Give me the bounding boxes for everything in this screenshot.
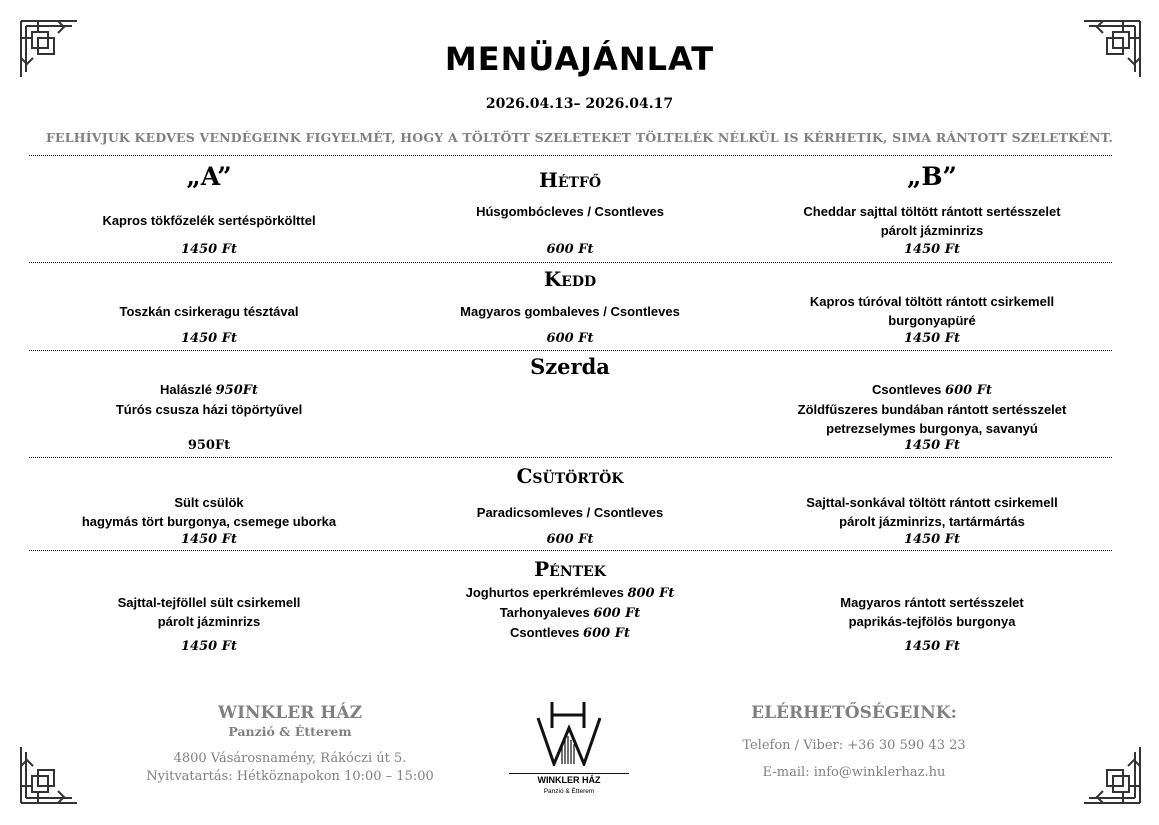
footer-business-name: WINKLER HÁZ <box>218 703 362 723</box>
wednesday-a-price: 950Ft <box>187 438 231 453</box>
thursday-soup: Paradicsomleves / Csontleves <box>476 505 664 520</box>
tuesday-soup-price: 600 Ft <box>546 331 594 346</box>
monday-b-dish <box>762 202 1102 240</box>
wednesday-b-dish-3: petrezselymes burgonya, savanyú <box>826 421 1038 436</box>
wednesday-a-dish-1: Halászlé 950Ft <box>159 382 259 398</box>
corner-ornament-icon <box>18 744 80 806</box>
friday-soup-1-price: 800 Ft <box>627 586 675 601</box>
thursday-b-price: 1450 Ft <box>904 532 960 547</box>
monday-soup-price: 600 Ft <box>546 242 594 257</box>
friday-b-side-line: paprikás-tejfölös burgonya <box>848 614 1016 629</box>
notice-text: FELHÍVJUK KEDVES VENDÉGEINK FIGYELMÉT, HOGY A TÖLTÖTT SZELETEKET TÖLTELÉK NÉLKÜL IS KÉRHETIK, SIMA RÁNTOTT SZELETKÉNT. <box>45 130 1114 145</box>
friday-soup-3-price: 600 Ft <box>583 626 630 641</box>
tuesday-b-dish <box>762 292 1102 330</box>
wednesday-a-dish-2: Túrós csusza házi töpörtyűvel <box>115 402 303 417</box>
day-heading-friday: Péntek <box>534 557 606 581</box>
thursday-b-dish-line: Sajttal-sonkával töltött rántott csirkemell <box>806 495 1058 510</box>
divider <box>29 155 1112 156</box>
thursday-b-side-line: párolt jázminrizs, tartármártás <box>839 514 1025 529</box>
logo-sub: Panzió & Étterem <box>543 788 595 795</box>
contact-phone: Telefon / Viber: +36 30 590 43 23 <box>742 738 966 753</box>
column-a-heading: „A” <box>186 162 232 191</box>
friday-soup-1: Joghurtos eperkrémleves 800 Ft <box>465 585 675 601</box>
wednesday-b-price: 1450 Ft <box>904 438 960 453</box>
thursday-a-side-line: hagymás tört burgonya, csemege uborka <box>81 514 337 529</box>
tuesday-soup: Magyaros gombaleves / Csontleves <box>460 304 680 319</box>
monday-a-dish: Kapros tökfőzelék sertéspörkölttel <box>102 213 316 228</box>
divider <box>29 457 1112 458</box>
wednesday-b-dish-2: Zöldfűszeres bundában rántott sertésszelet <box>797 402 1067 417</box>
wednesday-a-dish-1-price: 950Ft <box>215 383 259 398</box>
tuesday-a-dish: Toszkán csirkeragu tésztával <box>119 304 299 319</box>
friday-soup-3: Csontleves 600 Ft <box>510 625 630 641</box>
friday-a-side-line: párolt jázminrizs <box>157 614 261 629</box>
tuesday-b-price: 1450 Ft <box>904 331 960 346</box>
footer-hours: Nyitvatartás: Hétköznapokon 10:00 – 15:00 <box>146 769 434 784</box>
friday-a-price: 1450 Ft <box>181 639 237 654</box>
date-range: 2026.04.13– 2026.04.17 <box>485 96 674 112</box>
day-heading-monday: Hétfő <box>538 168 602 192</box>
friday-a-dish-line: Sajttal-tejföllel sült csirkemell <box>117 595 301 610</box>
friday-b-dish <box>762 593 1102 631</box>
page-title: MENÜAJÁNLAT <box>444 40 715 78</box>
thursday-a-dish-line: Sült csülök <box>174 495 244 510</box>
thursday-a-price: 1450 Ft <box>181 532 237 547</box>
day-heading-thursday: Csütörtök <box>516 464 624 488</box>
monday-soup: Húsgombócleves / Csontleves <box>476 204 664 219</box>
contact-title: ELÉRHETŐSÉGEINK: <box>751 703 957 723</box>
day-heading-tuesday: Kedd <box>543 267 597 291</box>
friday-b-price: 1450 Ft <box>904 639 960 654</box>
friday-soups <box>400 583 740 643</box>
footer-address: 4800 Vásárosnamény, Rákóczi út 5. <box>173 751 407 766</box>
friday-b-dish-line: Magyaros rántott sertésszelet <box>840 595 1024 610</box>
divider <box>29 350 1112 351</box>
friday-soup-2: Tarhonyaleves 600 Ft <box>499 605 641 621</box>
contact-email: E-mail: info@winklerhaz.hu <box>762 765 946 780</box>
monday-a-price: 1450 Ft <box>181 242 237 257</box>
divider <box>29 550 1112 551</box>
footer-business-sub: Panzió & Étterem <box>228 724 352 739</box>
thursday-b-dish <box>762 493 1102 531</box>
column-b-heading: „B” <box>907 162 957 191</box>
monday-b-dish-line: Cheddar sajttal töltött rántott sertésszelet <box>803 204 1061 219</box>
tuesday-b-dish-line: Kapros túróval töltött rántott csirkemell <box>809 294 1055 309</box>
monday-b-price: 1450 Ft <box>904 242 960 257</box>
friday-a-dish <box>39 593 379 631</box>
thursday-soup-price: 600 Ft <box>546 532 594 547</box>
wednesday-a-dishes <box>39 380 379 419</box>
wednesday-b-dish-1-price: 600 Ft <box>945 383 992 398</box>
wednesday-b-dishes <box>762 380 1102 438</box>
day-heading-wednesday: Szerda <box>530 354 610 379</box>
thursday-a-dish <box>39 493 379 531</box>
monday-b-side-line: párolt jázminrizs <box>880 223 984 238</box>
tuesday-b-side-line: burgonyapüré <box>888 313 976 328</box>
tuesday-a-price: 1450 Ft <box>181 331 237 346</box>
corner-ornament-icon <box>1081 744 1143 806</box>
winkler-logo-icon <box>534 698 604 766</box>
logo-name: WINKLER HÁZ <box>509 773 629 785</box>
divider <box>29 262 1112 263</box>
friday-soup-2-price: 600 Ft <box>593 606 641 621</box>
wednesday-b-dish-1: Csontleves 600 Ft <box>872 382 992 398</box>
